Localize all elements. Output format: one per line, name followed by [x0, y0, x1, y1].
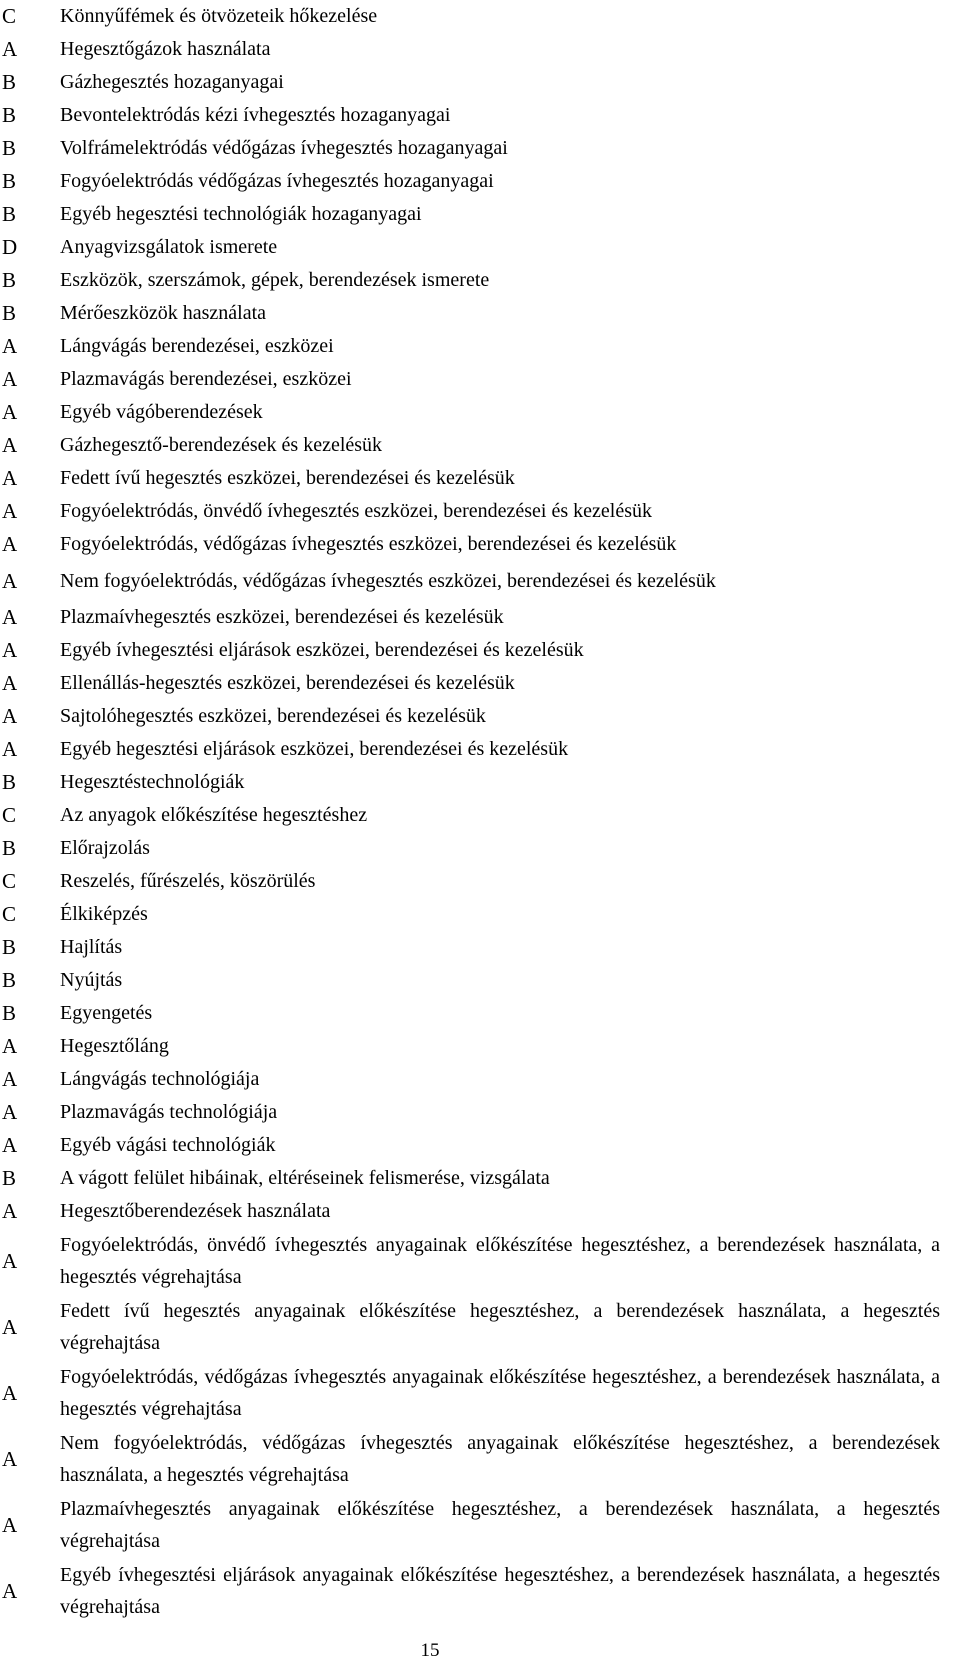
- level-code: B: [2, 268, 17, 292]
- topic-text: Hegesztéstechnológiák: [60, 771, 245, 793]
- topic-text: Fedett ívű hegesztés anyagainak előkészítése hegesztéshez, a berendezések használata, a hegesztés végrehajtása: [60, 1300, 940, 1354]
- topic-text: Előrajzolás: [60, 837, 150, 859]
- topic-text: Bevontelektródás kézi ívhegesztés hozaganyagai: [60, 104, 451, 126]
- table-row: [0, 1558, 960, 1624]
- topic-text: Az anyagok előkészítése hegesztéshez: [60, 804, 368, 826]
- level-code: C: [2, 869, 17, 893]
- table-row: [0, 997, 960, 1030]
- level-code: A: [2, 1512, 18, 1537]
- level-code: A: [2, 638, 18, 662]
- table-row: [0, 33, 960, 66]
- table-row: [0, 634, 960, 667]
- page-number: 15: [420, 1640, 440, 1661]
- table-row: [0, 99, 960, 132]
- topic-text: Plazmavágás technológiája: [60, 1101, 278, 1123]
- topic-text: Lángvágás technológiája: [60, 1068, 260, 1090]
- topic-text: Fedett ívű hegesztés eszközei, berendezései és kezelésük: [60, 467, 515, 489]
- topic-text: Egyéb hegesztési technológiák hozaganyagai: [60, 203, 422, 225]
- level-code: A: [2, 466, 18, 490]
- level-code: A: [2, 568, 18, 593]
- table-row: [0, 330, 960, 363]
- topic-text: Fogyóelektródás, védőgázas ívhegesztés anyagainak előkészítése hegesztéshez, a berendezések használata, a hegesztés végrehajtása: [60, 1366, 940, 1420]
- table-row: [0, 198, 960, 231]
- table-row: [0, 231, 960, 264]
- level-code: A: [2, 334, 18, 358]
- level-code: B: [2, 301, 17, 325]
- level-code: B: [2, 169, 17, 193]
- topic-text: Gázhegesztő-berendezések és kezelésük: [60, 434, 383, 456]
- level-code: A: [2, 1248, 18, 1273]
- table-row: [0, 0, 960, 33]
- level-code: A: [2, 737, 18, 761]
- topic-text: Volfrámelektródás védőgázas ívhegesztés hozaganyagai: [60, 137, 508, 159]
- topic-text: A vágott felület hibáinak, eltéréseinek felismerése, vizsgálata: [60, 1167, 550, 1189]
- topic-text: Mérőeszközök használata: [60, 302, 267, 324]
- topic-text: Egyéb ívhegesztési eljárások anyagainak előkészítése hegesztéshez, a berendezések használata, a hegesztés végrehajtása: [60, 1564, 940, 1618]
- topic-text: Egyéb hegesztési eljárások eszközei, berendezései és kezelésük: [60, 738, 569, 760]
- level-code: A: [2, 605, 18, 629]
- level-code: A: [2, 1034, 18, 1058]
- table-row: [0, 898, 960, 931]
- level-code: A: [2, 1314, 18, 1339]
- table-row: [0, 1096, 960, 1129]
- topic-text: Hegesztőberendezések használata: [60, 1200, 331, 1222]
- table-row: [0, 561, 960, 601]
- level-code: B: [2, 103, 17, 127]
- topic-text: Hajlítás: [60, 936, 123, 958]
- level-code: B: [2, 836, 17, 860]
- table-row: [0, 132, 960, 165]
- table-row: [0, 700, 960, 733]
- topic-text: Eszközök, szerszámok, gépek, berendezések ismerete: [60, 269, 490, 291]
- level-code: A: [2, 671, 18, 695]
- topic-text: Nem fogyóelektródás, védőgázas ívhegesztés anyagainak előkészítése hegesztéshez, a berendezések használata, a hegesztés végrehajtása: [60, 1432, 940, 1486]
- level-code: A: [2, 1380, 18, 1405]
- level-code: B: [2, 136, 17, 160]
- topic-text: Lángvágás berendezései, eszközei: [60, 335, 334, 357]
- level-code: B: [2, 968, 17, 992]
- topic-text: Hegesztőláng: [60, 1035, 169, 1057]
- topic-text: Élkiképzés: [60, 903, 148, 925]
- topic-text: Plazmaívhegesztés eszközei, berendezései és kezelésük: [60, 606, 504, 628]
- level-code: A: [2, 499, 18, 523]
- topic-text: Gázhegesztés hozaganyagai: [60, 71, 284, 93]
- table-row: [0, 165, 960, 198]
- table-row: [0, 601, 960, 634]
- level-code: A: [2, 367, 18, 391]
- table-row: [0, 931, 960, 964]
- level-code: A: [2, 1100, 18, 1124]
- table-row: [0, 462, 960, 495]
- table-row: [0, 1129, 960, 1162]
- level-code: B: [2, 935, 17, 959]
- topic-text: Fogyóelektródás, önvédő ívhegesztés anyagainak előkészítése hegesztéshez, a berendezések használata, a hegesztés végrehajtása: [60, 1234, 940, 1288]
- table-row: [0, 429, 960, 462]
- topic-text: Hegesztőgázok használata: [60, 38, 271, 60]
- level-code: C: [2, 4, 17, 28]
- level-code: A: [2, 400, 18, 424]
- table-row: [0, 964, 960, 997]
- topic-text: Könnyűfémek és ötvözeteik hőkezelése: [60, 5, 378, 27]
- table-row: [0, 1294, 960, 1360]
- table-row: [0, 733, 960, 766]
- level-code: A: [2, 532, 18, 556]
- table-row: [0, 1492, 960, 1558]
- level-code: B: [2, 770, 17, 794]
- level-code: A: [2, 704, 18, 728]
- table-row: [0, 1228, 960, 1294]
- topic-text: Egyéb vágóberendezések: [60, 401, 263, 423]
- topic-text: Plazmaívhegesztés anyagainak előkészítése hegesztéshez, a berendezések használata, a hegesztés végrehajtása: [60, 1498, 940, 1552]
- table-row: [0, 1360, 960, 1426]
- topic-text: Fogyóelektródás védőgázas ívhegesztés hozaganyagai: [60, 170, 494, 192]
- table-row: [0, 66, 960, 99]
- topic-text: Egyengetés: [60, 1002, 153, 1024]
- topic-text: Reszelés, fűrészelés, köszörülés: [60, 870, 316, 892]
- table-row: [0, 1162, 960, 1195]
- table-row: [0, 1030, 960, 1063]
- level-code: A: [2, 37, 18, 61]
- level-code: B: [2, 1001, 17, 1025]
- table-row: [0, 297, 960, 330]
- level-code: B: [2, 70, 17, 94]
- table-row: [0, 799, 960, 832]
- level-code: A: [2, 433, 18, 457]
- table-row: [0, 832, 960, 865]
- table-row: [0, 766, 960, 799]
- level-code: C: [2, 803, 17, 827]
- level-code: A: [2, 1199, 18, 1223]
- table-row: [0, 495, 960, 528]
- table-row: [0, 396, 960, 429]
- topic-text: Fogyóelektródás, önvédő ívhegesztés eszközei, berendezései és kezelésük: [60, 500, 652, 522]
- level-code: C: [2, 902, 17, 926]
- table-row: [0, 1063, 960, 1096]
- topic-text: Nyújtás: [60, 969, 123, 991]
- table-row: [0, 528, 960, 561]
- table-row: [0, 1195, 960, 1228]
- topic-text: Fogyóelektródás, védőgázas ívhegesztés eszközei, berendezései és kezelésük: [60, 533, 677, 555]
- topic-text: Ellenállás-hegesztés eszközei, berendezései és kezelésük: [60, 672, 515, 694]
- topic-text: Egyéb vágási technológiák: [60, 1134, 276, 1156]
- table-row: [0, 264, 960, 297]
- level-code: A: [2, 1578, 18, 1603]
- table-row: [0, 865, 960, 898]
- topic-text: Plazmavágás berendezései, eszközei: [60, 368, 352, 390]
- level-code: B: [2, 202, 17, 226]
- level-code: B: [2, 1166, 17, 1190]
- topic-text: Egyéb ívhegesztési eljárások eszközei, berendezései és kezelésük: [60, 639, 584, 661]
- level-code: A: [2, 1133, 18, 1157]
- table-row: [0, 363, 960, 396]
- topic-text: Nem fogyóelektródás, védőgázas ívhegesztés eszközei, berendezései és kezelésük: [60, 569, 716, 592]
- level-code: D: [2, 235, 18, 259]
- table-row: [0, 1426, 960, 1492]
- table-row: [0, 667, 960, 700]
- topic-text: Anyagvizsgálatok ismerete: [60, 236, 278, 258]
- level-code: A: [2, 1067, 18, 1091]
- topic-text: Sajtolóhegesztés eszközei, berendezései és kezelésük: [60, 705, 486, 727]
- level-code: A: [2, 1446, 18, 1471]
